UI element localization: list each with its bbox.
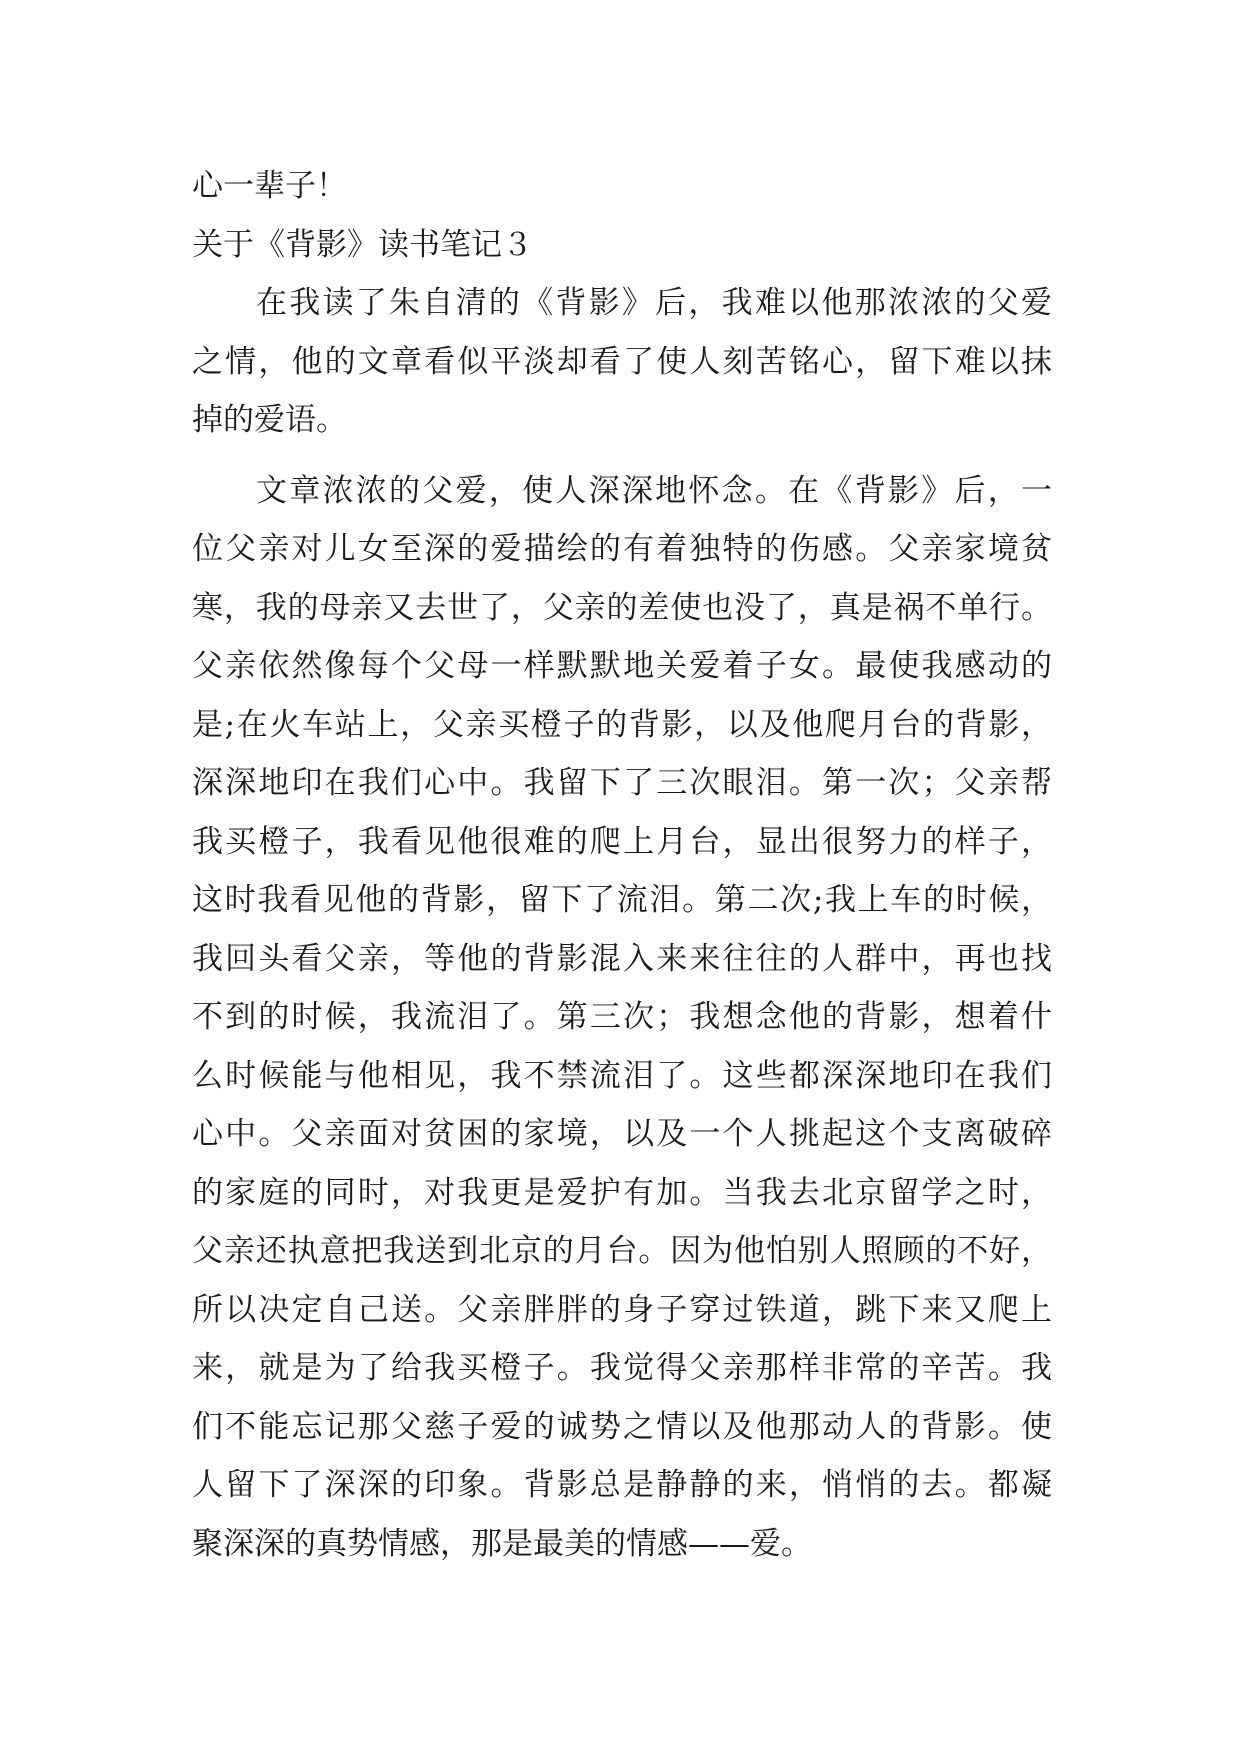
paragraph-line: 之情，他的文章看似平淡却看了使人刻苦铭心，留下难以抹 bbox=[192, 343, 1052, 380]
document-title: 关于《背影》读书笔记３ bbox=[192, 226, 533, 263]
document-body bbox=[192, 157, 1052, 1573]
paragraph-line: 这时我看见他的背影，留下了流泪。第二次;我上车的时候， bbox=[192, 882, 1052, 918]
paragraph-2 bbox=[192, 462, 1052, 1574]
paragraph-line: 所以决定自己送。父亲胖胖的身子穿过铁道，跳下来又爬上 bbox=[192, 1291, 1052, 1328]
paragraph-line: 文章浓浓的父爱，使人深深地怀念。在《背影》后，一 bbox=[256, 472, 1052, 509]
paragraph-line: 不到的时候，我流泪了。第三次；我想念他的背影，想着什 bbox=[192, 999, 1052, 1035]
paragraph-1 bbox=[192, 274, 1052, 450]
paragraph-line: 我回头看父亲，等他的背影混入来来往往的人群中，再也找 bbox=[192, 940, 1052, 977]
paragraph-gap bbox=[192, 450, 1052, 462]
paragraph-line: 我买橙子，我看见他很难的爬上月台，显出很努力的样子， bbox=[192, 823, 1052, 860]
paragraph-line: 聚深深的真势情感，那是最美的情感——爱。 bbox=[192, 1525, 812, 1562]
paragraph-line: 在我读了朱自清的《背影》后，我难以他那浓浓的父爱 bbox=[256, 285, 1052, 321]
paragraph-line: 位父亲对儿女至深的爱描绘的有着独特的伤感。父亲家境贫 bbox=[192, 531, 1052, 567]
paragraph-line: 人留下了深深的印象。背影总是静静的来，悄悄的去。都凝 bbox=[192, 1467, 1052, 1503]
paragraph-line: 的家庭的同时，对我更是爱护有加。当我去北京留学之时， bbox=[192, 1174, 1052, 1211]
paragraph-line: 深深地印在我们心中。我留下了三次眼泪。第一次；父亲帮 bbox=[192, 765, 1052, 801]
paragraph-line: 么时候能与他相见，我不禁流泪了。这些都深深地印在我们 bbox=[192, 1057, 1052, 1094]
paragraph-line: 父亲还执意把我送到北京的月台。因为他怕别人照顾的不好， bbox=[192, 1233, 1052, 1269]
paragraph-line: 心中。父亲面对贫困的家境，以及一个人挑起这个支离破碎 bbox=[192, 1116, 1052, 1152]
paragraph-line: 们不能忘记那父慈子爱的诚势之情以及他那动人的背影。使 bbox=[192, 1408, 1052, 1445]
paragraph-line: 寒，我的母亲又去世了，父亲的差使也没了，真是祸不单行。 bbox=[192, 589, 1052, 626]
intro-line: 心一辈子！ bbox=[192, 168, 347, 204]
paragraph-line: 是;在火车站上，父亲买橙子的背影，以及他爬月台的背影， bbox=[192, 706, 1052, 743]
paragraph-line: 来，就是为了给我买橙子。我觉得父亲那样非常的辛苦。我 bbox=[192, 1350, 1052, 1386]
paragraph-line: 掉的爱语。 bbox=[192, 402, 347, 438]
paragraph-line: 父亲依然像每个父母一样默默地关爱着子女。最使我感动的 bbox=[192, 648, 1052, 684]
